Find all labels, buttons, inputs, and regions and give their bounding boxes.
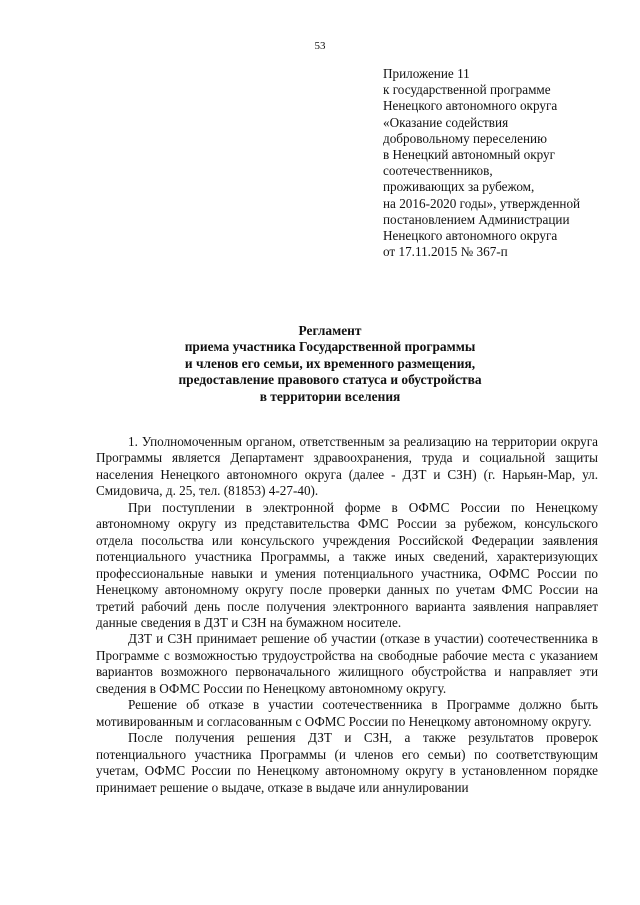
- appendix-line: соотечественников,: [383, 163, 493, 179]
- appendix-line: «Оказание содействия: [383, 114, 509, 130]
- title-line: и членов его семьи, их временного размещения,: [184, 355, 476, 371]
- document-body: [96, 434, 598, 796]
- appendix-line: от 17.11.2015 № 367-п: [383, 244, 508, 260]
- appendix-line: добровольному переселению: [383, 130, 547, 146]
- title-line: предоставление правового статуса и обустройства: [178, 372, 482, 388]
- appendix-line: Приложение 11: [383, 66, 470, 81]
- title-line: приема участника Государственной программы: [184, 339, 476, 355]
- appendix-line: Ненецкого автономного округа: [383, 98, 558, 114]
- appendix-line: проживающих за рубежом,: [383, 179, 535, 195]
- body-paragraph: ДЗТ и СЗН принимает решение об участии (отказе в участии) соотечественника в Программе с возможностью трудоустройства на свободные рабочие места с указанием вариантов возможного первоначального жилищного обустройства и направляет эти сведения в ОФМС России по Ненецкому автономному округу.: [96, 631, 598, 696]
- body-paragraph: 1. Уполномоченным органом, ответственным за реализацию на территории округа Программы является Департамент здравоохранения, труда и социальной защиты населения Ненецкого автономного округа (далее - ДЗТ и СЗН) (г. Нарьян-Мар, ул. Смидовича, д. 25, тел. (81853) 4-27-40).: [96, 434, 598, 499]
- page-number: 53: [314, 40, 326, 52]
- appendix-line: постановлением Администрации: [383, 211, 570, 227]
- body-paragraph: Решение об отказе в участии соотечественника в Программе должно быть мотивированным и согласованным с ОФМС России по Ненецкому автономному округу.: [96, 697, 598, 729]
- document-title: [60, 323, 600, 405]
- appendix-line: в Ненецкий автономный округ: [383, 147, 556, 163]
- body-paragraph: При поступлении в электронной форме в ОФМС России по Ненецкому автономному округу из представительства ФМС России за рубежом, консульского отдела посольства или консульского учреждения Российской Федерации заявления потенциального участника Программы, а также иных сведений, характеризующих профессиональные навыки и умения потенциального участника, ОФМС России по Ненецкому автономному округу после проверки данных по учетам ФМС России на третий рабочий день после получения электронного варианта заявления направляет данные сведения в ДЗТ и СЗН на бумажном носителе.: [96, 499, 598, 630]
- appendix-line: к государственной программе: [383, 82, 551, 98]
- title-line: Регламент: [298, 323, 362, 338]
- title-line: в территории вселения: [259, 388, 401, 404]
- appendix-line: на 2016-2020 годы», утвержденной: [383, 195, 581, 211]
- body-paragraph: После получения решения ДЗТ и СЗН, а также результатов проверок потенциального участника Программы (и членов его семьи) по соответствующим учетам, ОФМС России по Ненецкому автономному округу в установленном порядке принимает решение о выдаче, отказе в выдаче или аннулировании: [96, 730, 598, 795]
- appendix-block: [383, 66, 623, 260]
- appendix-line: Ненецкого автономного округа: [383, 228, 558, 244]
